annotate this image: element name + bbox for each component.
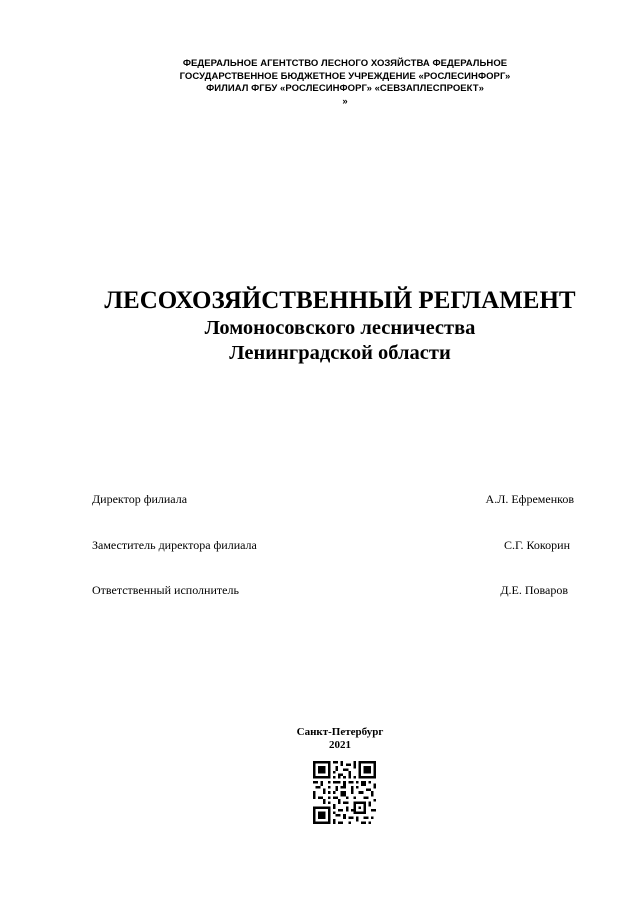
signatory-name: С.Г. Кокорин (503, 538, 570, 552)
organization-line-3: ФИЛИАЛ ФГБУ «РОСЛЕСИНФОРГ» «СЕВЗАПЛЕСПРОЕКТ» (206, 83, 484, 94)
document-subtitle-forestry: Ломоносовского лесничества (204, 317, 476, 339)
organization-line-1: ФЕДЕРАЛЬНОЕ АГЕНТСТВО ЛЕСНОГО ХОЗЯЙСТВА ФЕДЕРАЛЬНОЕ (182, 58, 508, 69)
organization-header (120, 58, 570, 108)
place-and-date (240, 726, 440, 752)
year-label: 2021 (329, 739, 351, 751)
signatory-name: Д.Е. Поваров (500, 583, 568, 597)
signatory-role: Директор филиала (92, 492, 188, 506)
organization-line-2: ГОСУДАРСТВЕННОЕ БЮДЖЕТНОЕ УЧРЕЖДЕНИЕ «РОСЛЕСИНФОРГ» (179, 70, 511, 82)
signatory-role: Ответственный исполнитель (92, 583, 239, 597)
city-label: Санкт-Петербург (296, 726, 384, 738)
qr-code-icon (313, 761, 376, 824)
document-title-block (40, 286, 640, 366)
signatory-name: А.Л. Ефременков (485, 492, 574, 506)
organization-line-4: » (342, 95, 348, 107)
document-title: ЛЕСОХОЗЯЙСТВЕННЫЙ РЕГЛАМЕНТ (104, 287, 576, 314)
document-subtitle-region: Ленинградской области (229, 342, 451, 364)
signatory-role: Заместитель директора филиала (92, 538, 257, 552)
